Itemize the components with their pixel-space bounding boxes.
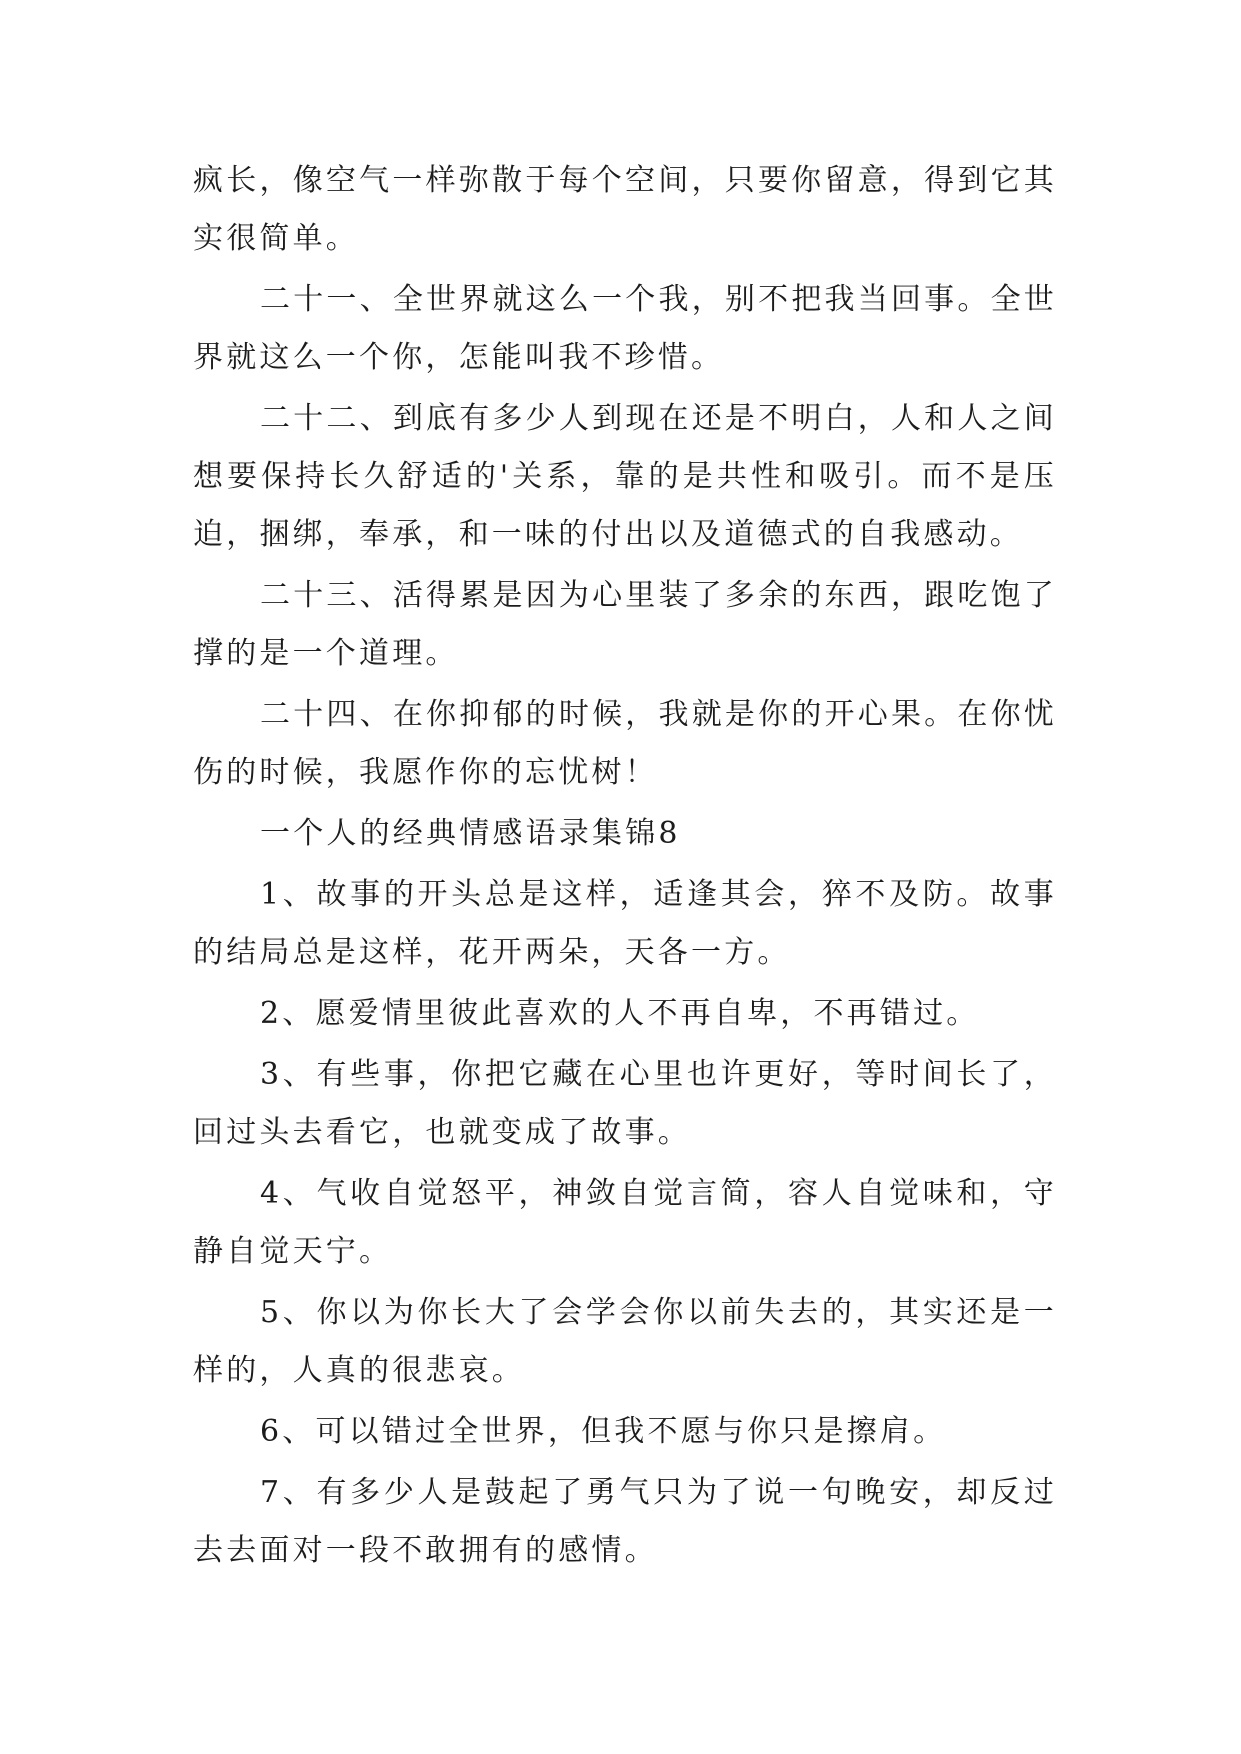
paragraph-continuation: 疯长，像空气一样弥散于每个空间，只要你留意，得到它其实很简单。 bbox=[193, 163, 1057, 256]
paragraph-item-2: 2、愿爱情里彼此喜欢的人不再自卑，不再错过。 bbox=[260, 996, 980, 1031]
paragraph-item-5: 5、你以为你长大了会学会你以前失去的，其实还是一样的，人真的很悲哀。 bbox=[193, 1295, 1057, 1388]
paragraph-item-24: 二十四、在你抑郁的时候，我就是你的开心果。在你忧伤的时候，我愿作你的忘忧树！ bbox=[193, 697, 1057, 790]
paragraph-item-22: 二十二、到底有多少人到现在还是不明白，人和人之间想要保持长久舒适的'关系，靠的是共性和吸引。而不是压迫，捆绑，奉承，和一味的付出以及道德式的自我感动。 bbox=[193, 401, 1057, 552]
paragraph-item-7: 7、有多少人是鼓起了勇气只为了说一句晚安，却反过去去面对一段不敢拥有的感情。 bbox=[193, 1475, 1057, 1568]
paragraph-item-23: 二十三、活得累是因为心里装了多余的东西，跟吃饱了撑的是一个道理。 bbox=[193, 578, 1057, 671]
paragraph-item-21: 二十一、全世界就这么一个我，别不把我当回事。全世界就这么一个你，怎能叫我不珍惜。 bbox=[193, 282, 1057, 375]
paragraph-item-4: 4、气收自觉怒平，神敛自觉言简，容人自觉味和，守静自觉天宁。 bbox=[193, 1176, 1057, 1269]
paragraph-item-3: 3、有些事，你把它藏在心里也许更好，等时间长了，回过头去看它，也就变成了故事。 bbox=[193, 1057, 1057, 1150]
paragraph-item-6: 6、可以错过全世界，但我不愿与你只是擦肩。 bbox=[260, 1414, 947, 1449]
document-page bbox=[193, 152, 1057, 1583]
section-heading: 一个人的经典情感语录集锦8 bbox=[260, 816, 681, 851]
paragraph-item-1: 1、故事的开头总是这样，适逢其会，猝不及防。故事的结局总是这样，花开两朵，天各一方。 bbox=[193, 877, 1057, 970]
